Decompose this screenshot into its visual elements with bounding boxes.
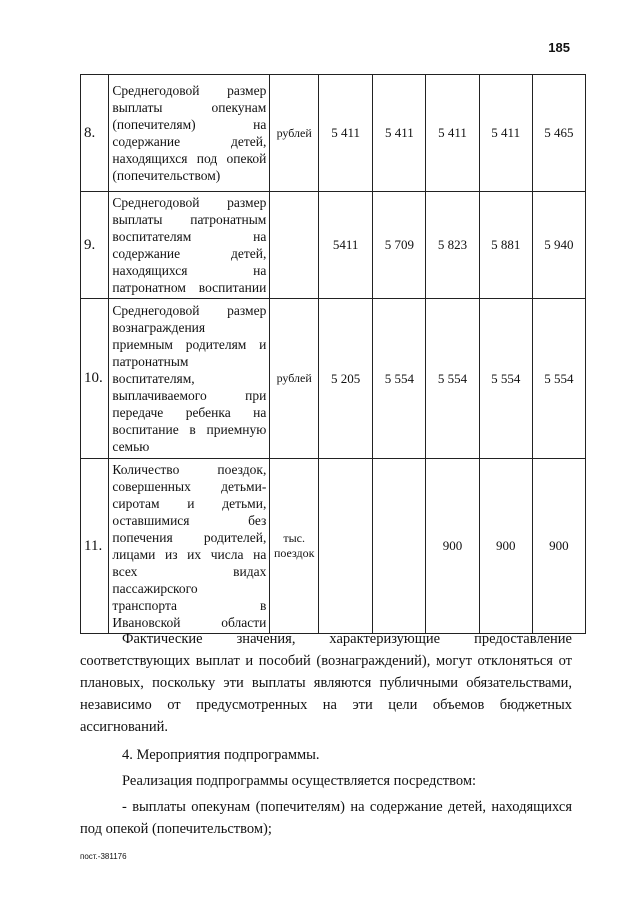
description-line: передаче ребенка на: [112, 405, 267, 420]
value-cell: 5411: [319, 192, 373, 299]
value-cell: [319, 459, 373, 634]
description-line: лицами из их числа на: [112, 547, 267, 562]
description-line: Количество поездок,: [112, 462, 267, 477]
row-number: 11.: [81, 459, 109, 634]
description-line: Среднегодовой размер: [112, 83, 267, 98]
description-line: оставшимися без: [112, 513, 267, 528]
body-text: [80, 628, 572, 840]
description-line: находящихся под опекой: [112, 151, 267, 166]
value-cell: [373, 459, 426, 634]
value-cell: 5 709: [373, 192, 426, 299]
value-cell: 5 205: [319, 299, 373, 459]
value-cell: 5 411: [479, 75, 532, 192]
unit-of-measure: [270, 192, 319, 299]
description-line: патронатном воспитании: [112, 280, 267, 295]
value-cell: 5 554: [532, 299, 585, 459]
value-cell: 5 881: [479, 192, 532, 299]
unit-of-measure: рублей: [270, 75, 319, 192]
description-line: семью: [112, 439, 150, 454]
unit-of-measure: рублей: [270, 299, 319, 459]
description-line: всех видах: [112, 564, 267, 579]
description-line: выплачиваемого при: [112, 388, 267, 403]
value-cell: 5 554: [426, 299, 479, 459]
description-line: находящихся на: [112, 263, 267, 278]
paragraph-payments-guardians: - выплаты опекунам (попечителям) на содержание детей, находящихся под опекой (попечительством);: [80, 799, 572, 837]
value-cell: 5 940: [532, 192, 585, 299]
indicator-description: [109, 192, 270, 299]
paragraph-deviations: Фактические значения, характеризующие предоставление соответствующих выплат и пособий (вознаграждений), могут отклоняться от плановых, поскольку эти выплаты являются публичными обязательствами, независимо от предусмотренных на эти цели объемов бюджетных ассигнований.: [80, 631, 572, 735]
value-cell: 5 411: [426, 75, 479, 192]
indicator-description: [109, 299, 270, 459]
description-line: приемным родителям и: [112, 337, 267, 352]
description-line: пассажирского: [112, 581, 198, 596]
description-line: сиротам и детьми,: [112, 496, 267, 511]
description-line: совершенных детьми-: [112, 479, 267, 494]
description-line: воспитателям,: [112, 371, 195, 386]
description-line: (попечителям) на: [112, 117, 267, 132]
value-cell: 5 465: [532, 75, 585, 192]
value-cell: 5 411: [373, 75, 426, 192]
description-line: попечения родителей,: [112, 530, 267, 545]
description-line: выплаты опекунам: [112, 100, 267, 115]
row-number: 9.: [81, 192, 109, 299]
description-line: патронатным: [112, 354, 189, 369]
table-row: [81, 299, 586, 459]
paragraph-implementation: Реализация подпрограммы осуществляется посредством:: [122, 773, 477, 789]
description-line: Среднегодовой размер: [112, 195, 267, 210]
row-number: 8.: [81, 75, 109, 192]
description-line: содержание детей,: [112, 246, 267, 261]
description-line: воспитание в приемную: [112, 422, 267, 437]
description-line: (попечительством): [112, 168, 221, 183]
table-row: [81, 192, 586, 299]
row-number: 10.: [81, 299, 109, 459]
document-footer-code: пост.-381176: [80, 852, 127, 861]
page-number: 185: [548, 40, 570, 55]
description-line: вознаграждения: [112, 320, 206, 335]
indicator-description: [109, 459, 270, 634]
value-cell: 5 554: [479, 299, 532, 459]
section-heading: 4. Мероприятия подпрограммы.: [122, 747, 320, 763]
value-cell: 900: [426, 459, 479, 634]
description-line: выплаты патронатным: [112, 212, 267, 227]
table-row: [81, 75, 586, 192]
description-line: Среднегодовой размер: [112, 303, 267, 318]
value-cell: 5 554: [373, 299, 426, 459]
value-cell: 900: [532, 459, 585, 634]
description-line: транспорта в: [112, 598, 267, 613]
indicator-description: [109, 75, 270, 192]
description-line: Ивановской области: [112, 615, 267, 630]
unit-of-measure: тыс. поездок: [270, 459, 319, 634]
description-line: воспитателям на: [112, 229, 267, 244]
description-line: содержание детей,: [112, 134, 267, 149]
value-cell: 5 411: [319, 75, 373, 192]
value-cell: 5 823: [426, 192, 479, 299]
indicators-table: [80, 74, 586, 634]
table-row: [81, 459, 586, 634]
value-cell: 900: [479, 459, 532, 634]
